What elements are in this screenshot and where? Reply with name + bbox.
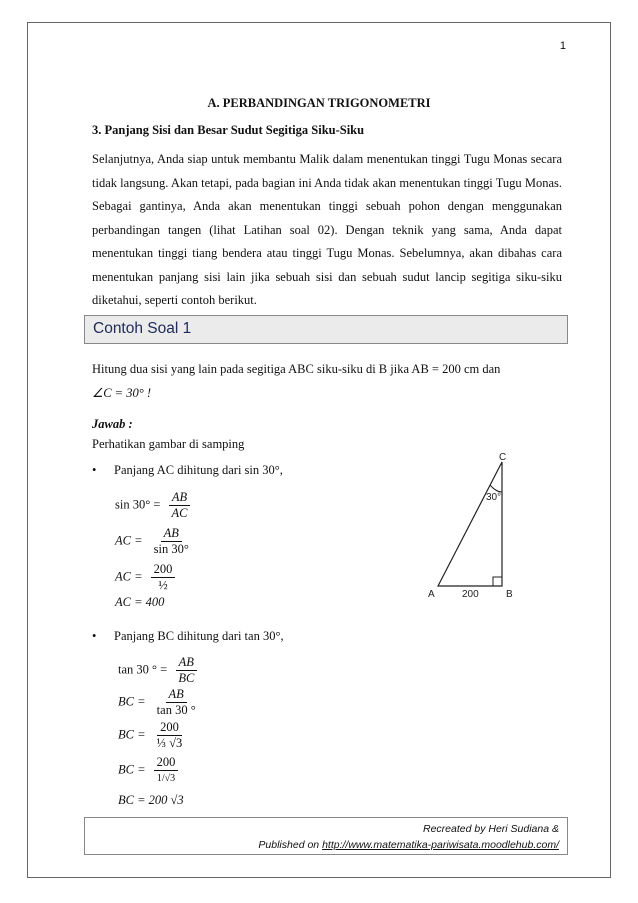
label-c: C (499, 452, 507, 463)
bc-step-5: BC = 200 √3 (118, 793, 184, 807)
right-angle-marker (493, 577, 502, 586)
bc-step-2: BC = $\frac{AB}{\tan 30 ^\circ}$ (118, 687, 196, 717)
angle-label: 30° (486, 492, 502, 503)
example-title: Contoh Soal 1 (93, 320, 192, 337)
triangle-shape (438, 462, 502, 586)
label-a: A (428, 589, 435, 600)
angle-arc (490, 485, 502, 492)
example-header (84, 315, 568, 344)
ac-step-2: AC = $\frac{AB}{\sin 30^\circ}$ (115, 526, 189, 556)
ac-step-1: sin 30° = $\frac{AB}{AC}$ (115, 490, 191, 521)
bullet-bc (92, 629, 284, 644)
see-figure-text: Perhatikan gambar di samping (92, 437, 245, 451)
bullet-dot: • (92, 463, 97, 477)
ac-step-3: AC = $\frac{200}{\text{½}}$ (115, 562, 175, 593)
question-line-2: ∠C = 30° ! (92, 386, 152, 400)
footer-link[interactable]: http://www.matematika-pariwisata.moodlehub.com/ (322, 839, 559, 851)
intro-paragraph: Selanjutnya, Anda siap untuk membantu Malik dalam menentukan tinggi Tugu Monas secara tidak langsung. Akan tetapi, pada bagian ini Anda tidak akan menentukan tinggi Tugu Monas. Sebagai gantinya, Anda akan menentukan tinggi sebuah pohon dengan menggunakan perbandingan tangen (lihat Latihan soal 02). Dengan teknik yang sama, Anda dapat menentukan tinggi tiang bendera atau tinggi Tugu Monas. Sebelumnya, akan dibahas cara menentukan panjang sisi lain jika sebuah sisi dan sebuah sudut lancip segitiga siku-siku diketahui, seperti contoh berikut. (92, 152, 562, 307)
bullet-bc-text: Panjang BC dihitung dari tan 30°, (114, 629, 284, 643)
bc-step-3: BC = $\frac{200}{\text{⅓ √3}}$ (118, 720, 183, 750)
bullet-dot: • (92, 629, 97, 643)
bullet-ac (92, 463, 283, 478)
question-line-1: Hitung dua sisi yang lain pada segitiga ABC siku-siku di B jika AB = 200 cm dan (92, 362, 501, 376)
page-number: 1 (559, 40, 566, 52)
section-title: A. PERBANDINGAN TRIGONOMETRI (207, 96, 431, 110)
bc-step-4: BC = $\frac{200}{1/√3}$ (118, 755, 178, 786)
triangle-figure (420, 448, 530, 604)
label-b: B (506, 589, 513, 600)
bullet-ac-text: Panjang AC dihitung dari sin 30°, (114, 463, 283, 477)
ac-step-4: AC = 400 (115, 595, 165, 609)
side-ab-label: 200 (462, 589, 479, 600)
footer (84, 817, 568, 855)
sub-title: 3. Panjang Sisi dan Besar Sudut Segitiga Siku-Siku (92, 123, 365, 137)
question-text (92, 357, 562, 405)
bc-step-1: tan 30 ° = $\frac{AB}{BC}$ (118, 655, 197, 686)
footer-credit: Recreated by Heri Sudiana & (423, 823, 559, 835)
footer-published: Published on http://www.matematika-pariwisata.moodlehub.com/ (258, 839, 559, 851)
answer-heading: Jawab : (92, 417, 133, 431)
